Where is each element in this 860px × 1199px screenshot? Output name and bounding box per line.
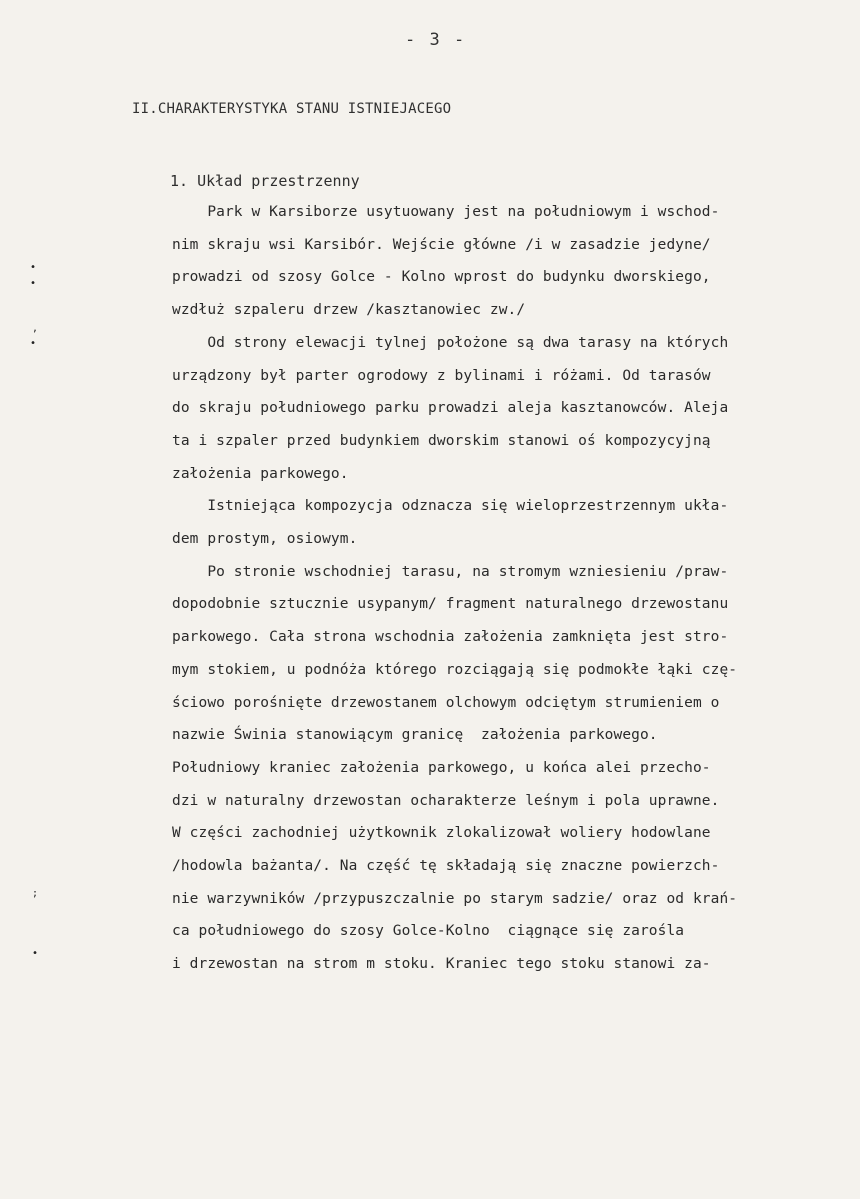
margin-mark: • xyxy=(32,948,39,959)
text-line: Istniejąca kompozycja odznacza się wieloprzestrzennym ukła- xyxy=(172,498,729,515)
subsection-title: 1. Układ przestrzenny xyxy=(170,172,360,190)
text-line: ściowo porośnięte drzewostanem olchowym odciętym strumieniem o xyxy=(172,694,720,711)
text-line: parkowego. Cała strona wschodnia założenia zamknięta jest stro- xyxy=(172,629,729,646)
text-line: dopodobnie sztucznie usypanym/ fragment naturalnego drzewostanu xyxy=(172,596,729,613)
text-line: nazwie Świnia stanowiącym granicę założenia parkowego. xyxy=(172,727,658,744)
text-line: i drzewostan na strom m stoku. Kraniec tego stoku stanowi za- xyxy=(172,956,711,973)
page-number: - 3 - xyxy=(405,30,467,50)
margin-mark: • xyxy=(30,262,37,273)
text-line: nim skraju wsi Karsibór. Wejście główne /i w zasadzie jedyne/ xyxy=(172,236,711,253)
text-line: Od strony elewacji tylnej położone są dwa tarasy na których xyxy=(172,334,729,351)
text-line: /hodowla bażanta/. Na część tę składają się znaczne powierzch- xyxy=(172,858,720,874)
text-line: nie warzywników /przypuszczalnie po starym sadzie/ oraz od krań- xyxy=(172,890,738,907)
text-line: Południowy kraniec założenia parkowego, u końca alei przecho- xyxy=(172,759,711,776)
margin-mark: , xyxy=(32,323,39,334)
section-title: II.CHARAKTERYSTYKA STANU ISTNIEJACEGO xyxy=(132,101,452,117)
text-line: prowadzi od szosy Golce - Kolno wprost do budynku dworskiego, xyxy=(172,269,711,286)
margin-mark: ; xyxy=(32,888,39,899)
text-line: dzi w naturalny drzewostan ocharakterze leśnym i pola uprawne. xyxy=(172,792,720,809)
text-line: mym stokiem, u podnóża którego rozciągają się podmokłe łąki czę- xyxy=(172,661,738,678)
text-line: ta i szpaler przed budynkiem dworskim stanowi oś kompozycyjną xyxy=(172,432,711,449)
text-line: do skraju południowego parku prowadzi aleja kasztanowców. Aleja xyxy=(172,400,729,417)
text-line: dem prostym, osiowym. xyxy=(172,531,358,547)
text-line: wzdłuż szpaleru drzew /kasztanowiec zw./ xyxy=(172,302,526,319)
text-line: Po stronie wschodniej tarasu, na stromym wzniesieniu /praw- xyxy=(172,563,729,580)
text-line: założenia parkowego. xyxy=(172,465,349,482)
text-line: W części zachodniej użytkownik zlokalizował woliery hodowlane xyxy=(172,825,711,842)
text-line: urządzony był parter ogrodowy z bylinami i różami. Od tarasów xyxy=(172,367,711,384)
text-line: Park w Karsiborze usytuowany jest na południowym i wschod- xyxy=(172,204,720,220)
margin-mark: • xyxy=(30,338,37,349)
margin-mark: • xyxy=(30,278,37,289)
text-line: ca południowego do szosy Golce-Kolno ciągnące się zarośla xyxy=(172,923,685,940)
